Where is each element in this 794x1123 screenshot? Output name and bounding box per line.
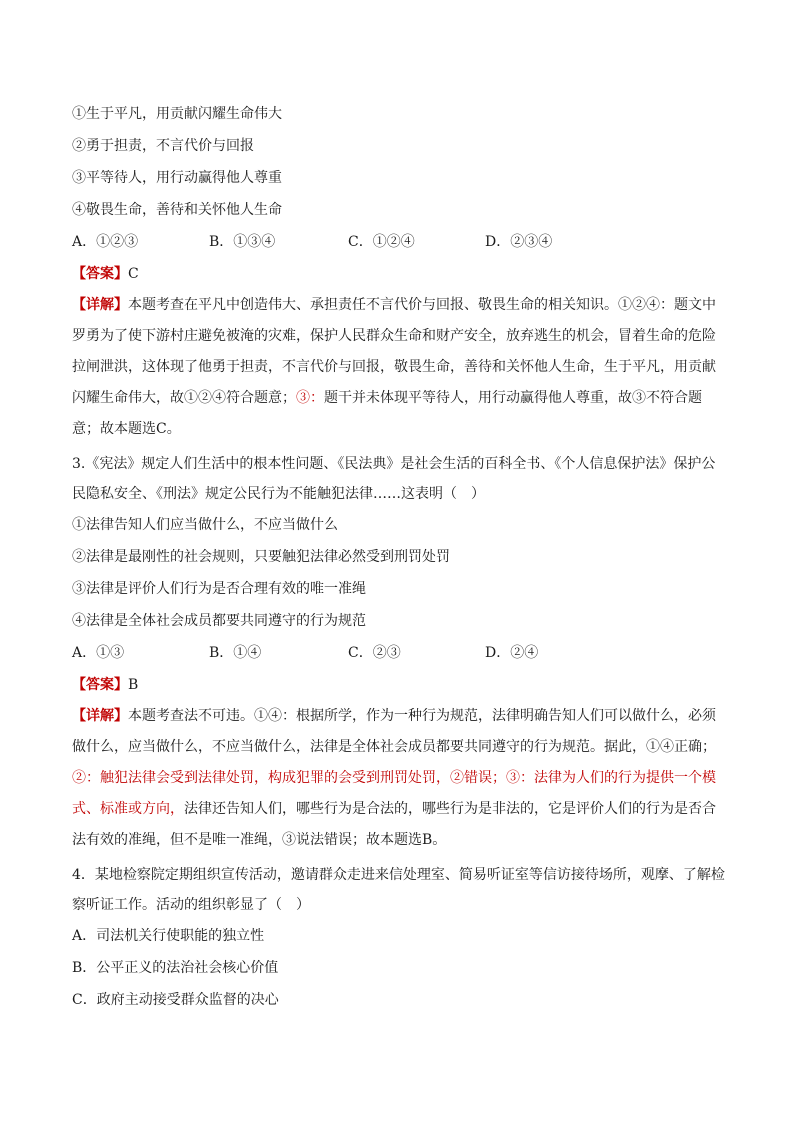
question-2-answer — [72, 258, 728, 290]
question-4-stem: 4．某地检察院定期组织宣传活动，邀请群众走进来信处理室、简易听证室等信访接待场所，观摩、了解检察听证工作。活动的组织彰显了（ ） — [72, 867, 725, 913]
option-a: A．司法机关行使职能的独立性 — [72, 928, 265, 944]
choice-d: D．②④ — [485, 645, 539, 661]
option-1: ①法律告知人们应当做什么，不应当做什么 — [72, 517, 338, 533]
question-3-stem: 3.《宪法》规定人们生活中的根本性问题、《民法典》是社会生活的百科全书、《个人信息保护法》保护公民隐私安全、《刑法》规定公民行为不能触犯法律……这表明（ ） — [72, 456, 716, 502]
question-4-options — [72, 920, 728, 1016]
option-c: C．政府主动接受群众监督的决心 — [72, 992, 279, 1008]
question-2-detail — [72, 290, 728, 445]
detail-text-end: 法律还告知人们，哪些行为是合法的，哪些行为是非法的，它是评价人们的行为是否合法有效的准绳，但不是唯一准绳，③说法错误；故本题选B。 — [72, 801, 716, 848]
detail-tag: 【详解】 — [72, 297, 128, 313]
question-3-detail — [72, 701, 728, 856]
detail-text: 本题考查法不可违。①④：根据所学，作为一种行为规范，法律明确告知人们可以做什么，必须做什么，应当做什么，不应当做什么，法律是全体社会成员都要共同遵守的行为规范。据此，①④正确； — [72, 708, 716, 755]
question-2-choices — [72, 226, 728, 258]
detail-text-highlight: ③： — [296, 390, 324, 406]
question-3-options — [72, 509, 728, 637]
question-3-choices — [72, 637, 728, 669]
answer-value: C — [128, 266, 139, 282]
choice-c: C．①②④ — [348, 234, 415, 250]
option-3: ③平等待人，用行动赢得他人尊重 — [72, 170, 282, 186]
answer-tag: 【答案】 — [72, 266, 128, 282]
option-b: B．公平正义的法治社会核心价值 — [72, 960, 279, 976]
choice-a: A．①③ — [72, 645, 125, 661]
detail-text: 本题考查在平凡中创造伟大、承担责任不言代价与回报、敬畏生命的相关知识。①②④：题文中罗勇为了使下游村庄避免被淹的灾难，保护人民群众生命和财产安全，放弃逃生的机会，冒着生命的危险拉闸泄洪，这体现了他勇于担责，不言代价与回报，敬畏生命，善待和关怀他人生命，生于平凡，用贡献闪耀生命伟大，故①②④符合题意； — [72, 297, 716, 406]
choice-d: D．②③④ — [485, 234, 553, 250]
option-2: ②法律是最刚性的社会规则，只要触犯法律必然受到刑罚处罚 — [72, 549, 450, 565]
option-2: ②勇于担责，不言代价与回报 — [72, 138, 254, 154]
answer-value: B — [128, 677, 139, 693]
choice-c: C．②③ — [348, 645, 401, 661]
option-1: ①生于平凡，用贡献闪耀生命伟大 — [72, 106, 282, 122]
option-4: ④法律是全体社会成员都要共同遵守的行为规范 — [72, 613, 366, 629]
detail-tag: 【详解】 — [72, 708, 128, 724]
option-4: ④敬畏生命，善待和关怀他人生命 — [72, 202, 282, 218]
choice-b: B．①③④ — [209, 234, 276, 250]
document-page — [72, 98, 728, 1016]
question-3-answer — [72, 669, 728, 701]
detail-text-end: 题干并未体现平等待人，用行动赢得他人尊重，故③不符合题意；故本题选C。 — [72, 390, 702, 437]
option-3: ③法律是评价人们行为是否合理有效的唯一准绳 — [72, 581, 366, 597]
answer-tag: 【答案】 — [72, 677, 128, 693]
question-2-options — [72, 98, 728, 226]
detail-text-highlight: ②：触犯法律会受到法律处罚，构成犯罪的会受到刑罚处罚，②错误；③：法律为人们的行为提供一个模式、标准或方向， — [72, 770, 716, 817]
choice-a: A．①②③ — [72, 234, 139, 250]
choice-b: B．①④ — [209, 645, 262, 661]
